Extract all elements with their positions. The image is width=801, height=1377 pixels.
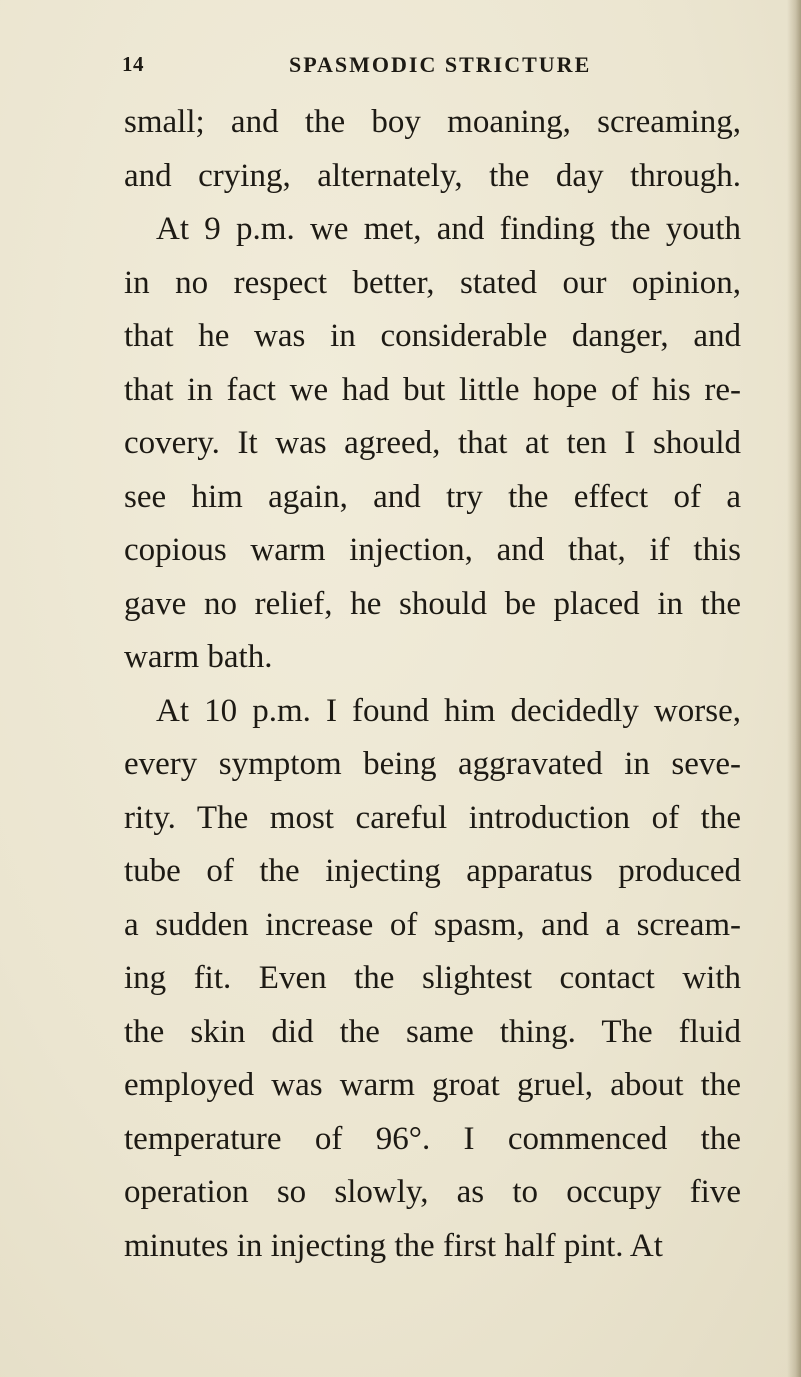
text-line: warm bath. — [124, 639, 273, 675]
text-line: gave no relief, he should be placed in the — [124, 585, 741, 622]
text-line: minutes in injecting the first half pint. At — [124, 1227, 663, 1264]
text-line: ing fit. Even the slightest contact with — [124, 960, 741, 996]
text-line: At 9 p.m. we met, and finding the youth — [156, 211, 741, 247]
text-line: the skin did the same thing. The fluid — [124, 1013, 741, 1050]
text-line: temperature of 96°. I commenced the — [124, 1120, 741, 1157]
text-line: rity. The most careful introduction of the — [124, 799, 741, 836]
text-line: in no respect better, stated our opinion, — [124, 264, 741, 301]
text-line: a sudden increase of spasm, and a scream- — [124, 906, 741, 943]
text-line: that in fact we had but little hope of his re- — [124, 371, 741, 408]
body-text — [124, 96, 741, 1273]
text-line: tube of the injecting apparatus produced — [124, 853, 741, 889]
text-line: At 10 p.m. I found him decidedly worse, — [156, 692, 741, 729]
text-line: small; and the boy moaning, screaming, — [124, 104, 741, 140]
running-head — [122, 52, 742, 82]
text-line: copious warm injection, and that, if this — [124, 532, 741, 568]
page-number: 14 — [122, 52, 144, 76]
text-line: that he was in considerable danger, and — [124, 318, 741, 354]
text-line: employed was warm groat gruel, about the — [124, 1067, 741, 1103]
text-line: and crying, alternately, the day through. — [124, 157, 741, 194]
text-line: see him again, and try the effect of a — [124, 478, 741, 515]
text-line: every symptom being aggravated in seve- — [124, 746, 741, 782]
text-line: covery. It was agreed, that at ten I should — [124, 425, 741, 461]
running-title: SPASMODIC STRICTURE — [289, 52, 592, 77]
page-edge-shadow — [787, 0, 801, 1377]
text-line: operation so slowly, as to occupy five — [124, 1174, 741, 1210]
